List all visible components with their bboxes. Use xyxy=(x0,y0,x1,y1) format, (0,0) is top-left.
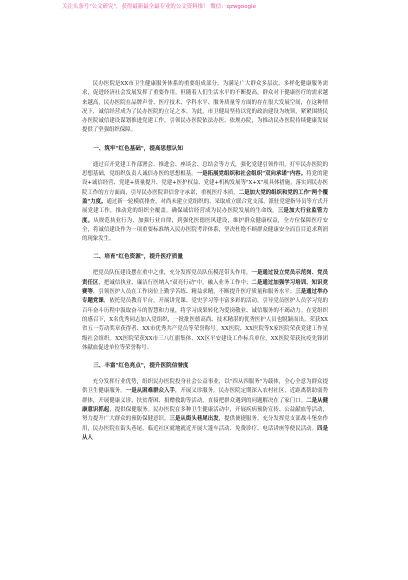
bold-lead-text: 三是从街头巷尾出发 xyxy=(169,416,219,423)
body-text: 通过新一轮模底排查，对尚未建立党组织的、采取成立联合党支部、派驻党建指导员等方式开展党建工作，推动党的组织全覆盖。确保诚信经营成为民办医院发展的生命线。 xyxy=(82,198,328,215)
bold-lead-text: 四是从人 xyxy=(82,425,328,441)
bold-lead-text: 一是拓展党组织和社会组织"双向承诺"内容。 xyxy=(196,171,307,178)
section-paragraph xyxy=(82,269,328,353)
body-text: ，提供便捷服务。充分发挥党支部战斗堡垒作用，民办医院在街头巷尾、临近社区就地就近开展大篷车活动、免费诊疗、电话讲座等便民活动。 xyxy=(82,416,328,432)
bold-lead-text: 二是从健康意识抓起 xyxy=(82,397,328,414)
bold-lead-text: 一是从困难群众入手 xyxy=(125,388,175,395)
watermark-banner: 关注头条号"公文研究"，获得最新最全最专业的公文资料推！ 微信：qzwgoogle xyxy=(62,4,256,10)
body-text: 从规范执业行为，加强行业自律，到强化医德医风建设，维护群众健康权益，全方位保障医疗安全，将诚信建设作为一项重要标准纳入民办医院考评体系，坚决杜绝不顾群众健康安全而盲目追求利润的现象发生。 xyxy=(82,217,328,243)
body-text: 充分发挥行业优势，组织民办医院投身社会公益事业，以"四从四服务"为载体，全心全意为群众提供卫生健康服务。 xyxy=(82,379,328,395)
intro-paragraph: 民办医院是XX市卫生健康服务体系的重要组成部分，为满足广大群众多层次、多样化健康服务需求，促进经济社会发展发挥了重要作用。但随着人们生活水平的不断提高，群众对于健康医疗的需求越来越高，民办医院在品牌声誉、医疗技术、学科水平、服务质量等方面的存在很大发展空间，在这种情况下，诚信经营成为了民办医院的立足之本。为此，市卫健局坚持以党的政治建设为统领，紧紧围绕民办医院诚信建设谋划推进党建工作，引领民办医院依法办医、依规办院，为推动民办医院持续健康发展提供了坚强组织保障。 xyxy=(82,81,328,134)
bold-lead-text: 三是加大行业监管力度。 xyxy=(82,208,328,224)
bold-lead-text: 二是加大党的组织和党的工作"两个覆盖"力度。 xyxy=(82,189,328,205)
body-text: ，引领医护人员在工作岗位上勤学苦练、精益求精，不断提升医疗质量和服务水平； xyxy=(92,289,296,296)
bold-lead-text: 二是通过加强学习培训、知识竞赛等 xyxy=(82,279,328,296)
bold-lead-text: 三是通过举办专题党课 xyxy=(82,289,328,305)
body-text: ，提供保健服务。民办医院在多种卫生健康活动中，开展疾病预防宣传、公益献血等活动，努力提升广大群众的预防保健意识。 xyxy=(82,407,328,423)
body-text: 将党的建设+诚信经营、党建+质量提升、党建+医护权益、党建+机构发展等"X+X"项具体措施，落实到民办医院工作的方方面面，引导民办医院讲信誉守承诺，重视医疗本质。 xyxy=(82,171,328,196)
bold-lead-text: 一是通过设立党员示范岗、党员责任区 xyxy=(82,270,328,286)
document-body xyxy=(82,80,328,443)
section-paragraph xyxy=(82,161,328,245)
body-text: 通过召开党建工作部署会、推进会、座谈会、总结会等方式，强化党建引领作用，打牢民办医院的思想基础，党组织负责人诚信办医的思想根基。 xyxy=(82,161,328,178)
body-text: ，开展义诊服务。民办医院定期深入农村社区，近距离帮助弱势群体，开展健康义诊、扶贫帮困、捐赠救助等活动，直接把群众遇到的问题解决在了家门口。 xyxy=(82,388,328,404)
section-heading: 三、丰富"红色亮点"，提升医院信誉度 xyxy=(93,363,189,370)
body-text: ，依托党员教育平台，开展讲党课、党史学习等丰富多彩的活动，引导党员医护人员学习党的百年奋斗历程中汲取奋斗的智慧和力量，将学习成果转化为爱岗敬业、诚信服务的不竭动力。在党组织的感召下，X名优秀同志加入党组织，一批批医德高尚、技术精湛的优秀医护人员也脱颖而出。荣获XX省五一劳动奖章获得者、XX市优秀共产党员等荣誉称号。XX医院、XX医院等X家医院荣获党建工作星级社会组织。XX医院荣获XX市三八红旗集体、XX区平安建设工作标兵单位，XX医院荣获抗疫先锋团体献血促进单位等荣誉称号。 xyxy=(82,298,328,351)
section-heading: 二、培育"红色资源"，提升医疗质量 xyxy=(93,254,183,261)
section-paragraph xyxy=(82,378,328,443)
section-heading: 一、筑牢"红色基础"，提高思想认知 xyxy=(93,145,183,152)
body-text: ，把诚信执业、廉洁行医纳入"双亮行动"中，融入业务工作中； xyxy=(98,279,252,286)
body-text: 把党员队伍建设摆在重中之重，充分发挥党员队伍模范带头作用。 xyxy=(92,270,252,277)
